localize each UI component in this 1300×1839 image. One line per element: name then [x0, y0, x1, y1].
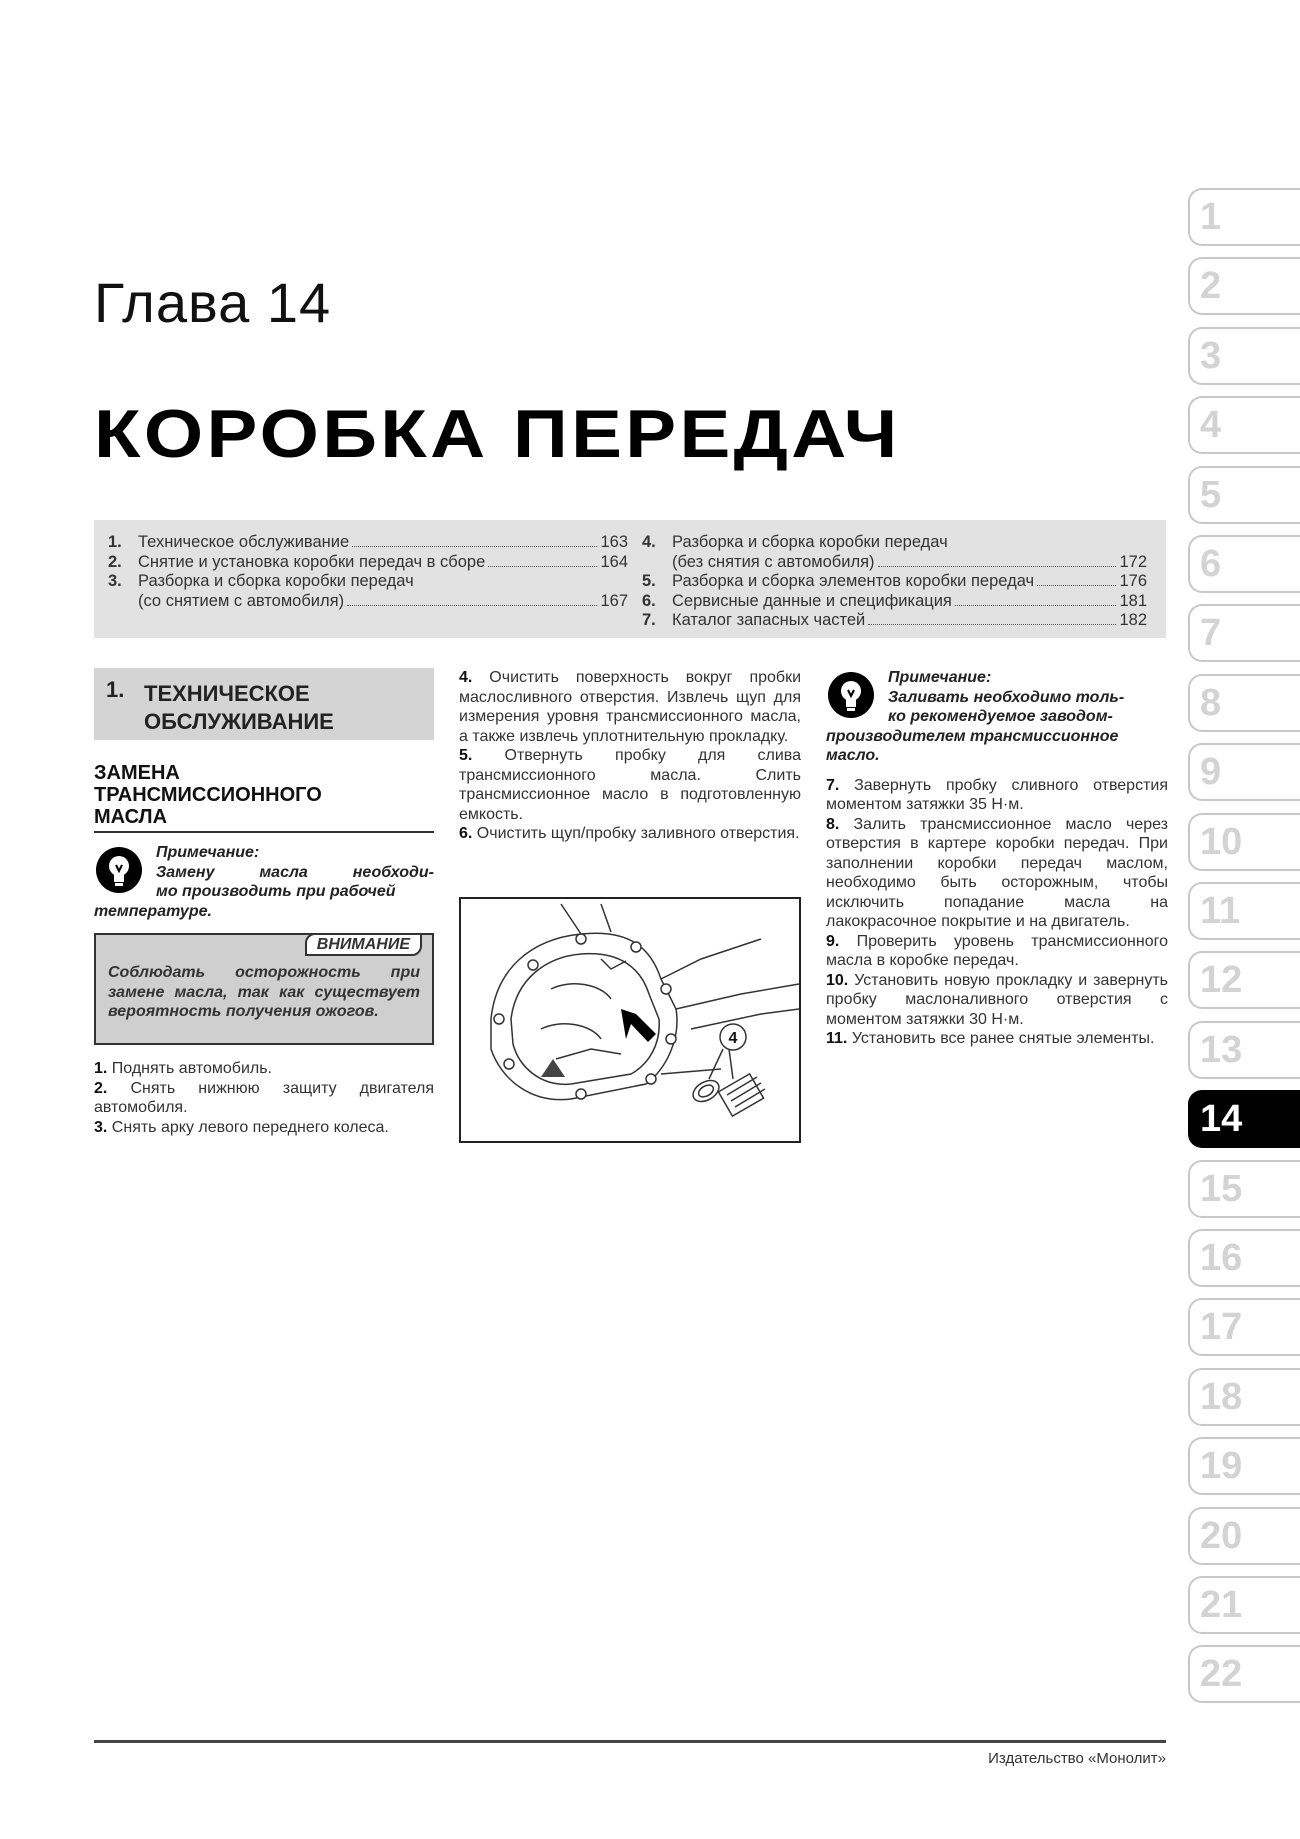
subsection-line: ЗАМЕНА [94, 762, 180, 784]
gearbox-drawing [461, 899, 799, 1141]
toc-entry [108, 533, 628, 553]
toc-leader-dots [878, 566, 1117, 567]
step-text: Установить новую прокладку и завернуть пробку маслоналивного отверстия с моментом затяжки 30 Н·м. [826, 971, 1168, 1028]
toc-entry-number: 2. [108, 552, 122, 571]
section-title-line: ОБСЛУЖИВАНИЕ [144, 709, 334, 734]
subsection-heading [94, 762, 434, 833]
toc-leader-dots [955, 605, 1117, 606]
step-item [826, 971, 1168, 1030]
note-heading: Примечание: [156, 844, 260, 861]
chapter-tab-19[interactable]: 19 [1188, 1437, 1300, 1495]
step-item [459, 746, 801, 824]
toc-leader-dots [352, 546, 597, 547]
chapter-tab-14[interactable]: 14 [1188, 1090, 1300, 1148]
chapter-tab-13[interactable]: 13 [1188, 1021, 1300, 1079]
note-text: производителем трансмиссионное масло. [826, 727, 1119, 764]
note-heading: Примечание: [888, 669, 992, 686]
warning-badge: ВНИМАНИЕ [305, 933, 422, 956]
note-box [94, 843, 434, 921]
chapter-tab-15[interactable]: 15 [1188, 1160, 1300, 1218]
lightbulb-icon [826, 670, 876, 720]
toc-entry [642, 533, 1147, 553]
toc-entry-page: 176 [1119, 572, 1147, 590]
step-item [826, 932, 1168, 971]
callout-number: 4 [728, 1030, 738, 1047]
chapter-tab-18[interactable]: 18 [1188, 1368, 1300, 1426]
toc-entry [108, 592, 628, 612]
step-number: 1. [94, 1060, 108, 1077]
step-text: Очистить поверхность вокруг пробки маслосливного отверстия. Извлечь щуп для измерения уровня трансмиссионного масла, а также извлечь уплотнительную прокладку. [459, 669, 802, 745]
step-number: 7. [826, 776, 840, 794]
footer-divider [94, 1740, 1166, 1743]
step-item [826, 776, 1168, 815]
chapter-tab-5[interactable]: 5 [1188, 466, 1300, 524]
toc-entry [642, 553, 1147, 573]
chapter-tab-8[interactable]: 8 [1188, 674, 1300, 732]
chapter-tab-11[interactable]: 11 [1188, 882, 1300, 940]
chapter-tab-22[interactable]: 22 [1188, 1645, 1300, 1703]
toc-leader-dots [1037, 585, 1116, 586]
chapter-tab-21[interactable]: 21 [1188, 1576, 1300, 1634]
warning-box [94, 933, 434, 1045]
column-1 [94, 668, 434, 1137]
toc-entry-label: (со снятием с автомобиля) [138, 591, 345, 610]
chapter-tab-9[interactable]: 9 [1188, 743, 1300, 801]
toc-leader-dots [868, 624, 1116, 625]
toc-entry [642, 572, 1147, 592]
toc-entry [108, 572, 628, 592]
toc-entry-label: Разборка и сборка элементов коробки передач [672, 572, 1035, 590]
step-item [459, 824, 801, 844]
toc-entry-number: 7. [642, 611, 656, 629]
step-number: 5. [459, 747, 473, 764]
chapter-tab-2[interactable]: 2 [1188, 257, 1300, 315]
chapter-tab-17[interactable]: 17 [1188, 1298, 1300, 1356]
step-number: 8. [826, 815, 840, 833]
chapter-tab-16[interactable]: 16 [1188, 1229, 1300, 1287]
step-text: Снять арку левого переднего колеса. [111, 1118, 389, 1136]
step-item [94, 1118, 434, 1138]
step-list [94, 1059, 434, 1137]
note-text: мо производить при рабочей [156, 883, 396, 900]
chapter-tab-1[interactable]: 1 [1188, 188, 1300, 246]
table-of-contents [94, 520, 1166, 638]
subsection-line: МАСЛА [94, 806, 168, 828]
step-number: 9. [826, 932, 840, 950]
toc-entry-label: Разборка и сборка коробки передач [138, 572, 414, 590]
chapter-tab-3[interactable]: 3 [1188, 327, 1300, 385]
publisher-footer: Издательство «Монолит» [988, 1750, 1166, 1767]
toc-entry [642, 611, 1147, 631]
column-2 [459, 668, 801, 844]
toc-entry-number: 1. [108, 533, 122, 551]
toc-entry-number: 4. [642, 533, 656, 551]
toc-entry [642, 592, 1147, 612]
toc-entry-number: 6. [642, 591, 656, 610]
step-item [826, 1029, 1168, 1049]
step-text: Проверить уровень трансмиссионного масла в коробке передач. [826, 932, 1168, 969]
note-text: Заливать необходимо толь- [888, 688, 1125, 706]
toc-entry-page: 181 [1119, 591, 1147, 610]
toc-entry-label: Техническое обслуживание [138, 533, 350, 551]
chapter-label: Глава 14 [94, 271, 332, 334]
step-text: Залить трансмиссионное масло через отверстия в картере коробки передач. При заполнении коробки передач маслом, необходимо быть осторожным, чтобы исключить попадание масла на лакокрасочное покрытие и на двигатель. [826, 815, 1168, 930]
chapter-tab-10[interactable]: 10 [1188, 813, 1300, 871]
step-list [459, 668, 801, 844]
chapter-tab-12[interactable]: 12 [1188, 951, 1300, 1009]
step-item [459, 668, 801, 746]
warning-text: Соблюдать осторожность при замене масла, так как существует вероятность получения ожогов. [108, 964, 420, 1020]
step-item [94, 1059, 434, 1079]
toc-entry-label: Каталог запасных частей [672, 611, 866, 629]
toc-leader-dots [347, 605, 597, 606]
step-number: 11. [826, 1030, 848, 1047]
column-3 [826, 668, 1168, 1049]
step-text: Завернуть пробку сливного отверстия моментом затяжки 35 Н·м. [826, 776, 1168, 813]
toc-entry-page: 182 [1119, 611, 1147, 629]
note-text: Замену масла необходи- [156, 863, 434, 881]
chapter-title: КОРОБКА ПЕРЕДАЧ [94, 396, 901, 472]
step-number: 3. [94, 1118, 108, 1136]
toc-entry-number: 5. [642, 572, 656, 590]
step-item [94, 1079, 434, 1118]
step-item [826, 815, 1168, 932]
step-text: Отвернуть пробку для слива трансмиссионного масла. Слить трансмиссионное масло в подготовленную емкость. [459, 747, 801, 823]
step-number: 2. [94, 1079, 108, 1097]
toc-entry-label: Сервисные данные и спецификация [672, 591, 952, 610]
note-text: температуре. [94, 902, 212, 920]
toc-entry-page: 172 [1119, 552, 1147, 571]
toc-entry-page: 163 [600, 533, 628, 551]
toc-entry-number: 3. [108, 572, 122, 590]
step-number: 4. [459, 669, 473, 686]
toc-right-column [642, 533, 1147, 631]
toc-entry-label: Снятие и установка коробки передач в сборе [138, 552, 486, 571]
section-title-line: ТЕХНИЧЕСКОЕ [144, 681, 310, 706]
toc-entry-label: Разборка и сборка коробки передач [672, 533, 948, 551]
step-number: 10. [826, 971, 849, 989]
section-number: 1. [106, 677, 125, 702]
toc-leader-dots [488, 566, 597, 567]
step-list [826, 776, 1168, 1049]
toc-entry-page: 164 [600, 552, 628, 571]
lightbulb-icon [94, 845, 144, 895]
toc-entry [108, 553, 628, 573]
section-heading [94, 668, 434, 740]
gearbox-drain-plug-figure [459, 897, 801, 1143]
step-text: Поднять автомобиль. [111, 1060, 272, 1077]
note-text: ко рекомендуемое заводом- [888, 708, 1113, 725]
note-box [826, 668, 1168, 766]
subsection-line: ТРАНСМИССИОННОГО [94, 784, 322, 806]
toc-left-column [108, 533, 628, 611]
chapter-tab-4[interactable]: 4 [1188, 396, 1300, 454]
chapter-tab-6[interactable]: 6 [1188, 535, 1300, 593]
chapter-tab-20[interactable]: 20 [1188, 1507, 1300, 1565]
step-number: 6. [459, 825, 473, 842]
chapter-tab-7[interactable]: 7 [1188, 604, 1300, 662]
step-text: Очистить щуп/пробку заливного отверстия. [476, 825, 800, 842]
step-text: Установить все ранее снятые элементы. [851, 1030, 1155, 1047]
toc-entry-page: 167 [600, 591, 628, 610]
step-text: Снять нижнюю защиту двигателя автомобиля. [94, 1079, 435, 1116]
toc-entry-label: (без снятия с автомобиля) [672, 552, 875, 571]
